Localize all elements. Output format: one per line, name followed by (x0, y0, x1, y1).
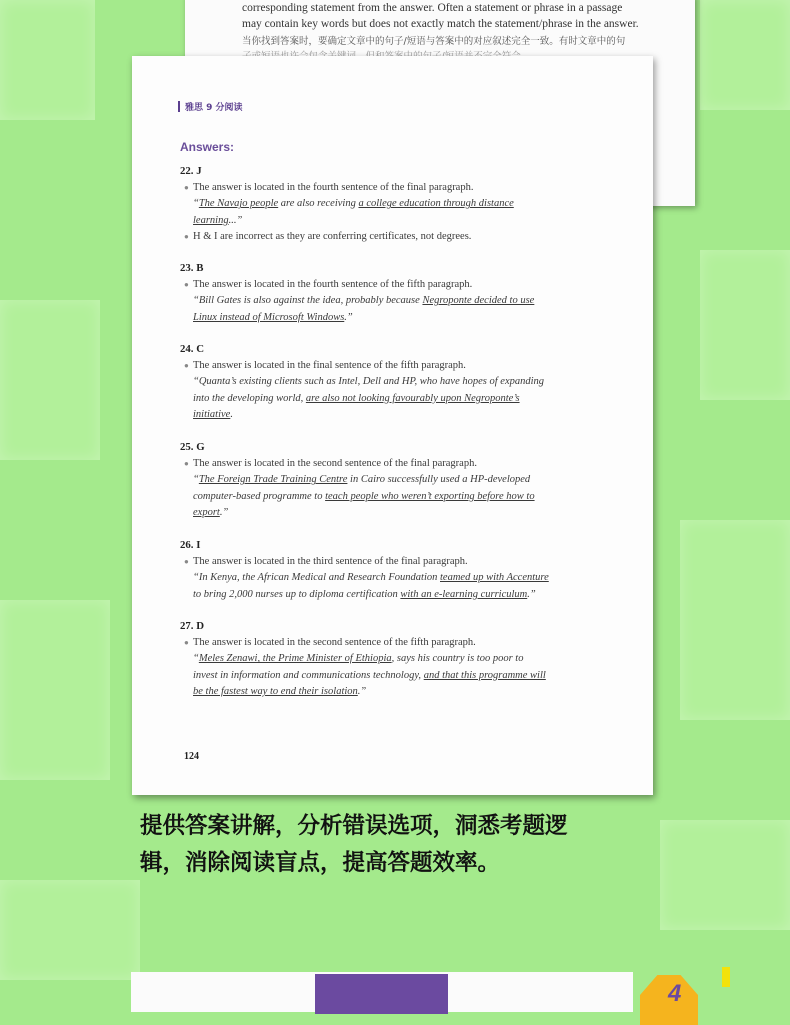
quote-text: .” (344, 311, 353, 323)
explanation-text: The answer is located in the fourth sentence of the final paragraph. (193, 182, 474, 193)
quote-underline: learning (193, 214, 229, 226)
bullet-icon: ● (184, 280, 189, 289)
quote-text: are also receiving (278, 198, 359, 210)
answer-24 (180, 342, 620, 423)
quote-underline: teamed up with Accenture (440, 572, 549, 584)
answer-quote (180, 651, 620, 700)
quote-text: “ (193, 653, 199, 665)
page-number: 124 (184, 751, 199, 762)
back-cn-line-2 (242, 49, 662, 54)
quote-text: .” (527, 588, 536, 600)
quote-underline: The Navajo people (198, 198, 279, 210)
answer-27 (180, 619, 620, 700)
quote-text: “Quanta’s existing clients such as Intel, Dell and HP, who have hopes of expanding (193, 376, 545, 388)
accent-tick (722, 967, 730, 987)
quote-underline: with an e-learning curriculum (400, 588, 528, 600)
bullet-icon: ● (184, 459, 189, 468)
answers-page (132, 56, 653, 795)
answer-quote (180, 472, 620, 521)
quote-text: to bring 2,000 nurses up to diploma certification (193, 588, 401, 600)
answer-number: 27. D (180, 620, 204, 632)
note-text: H & I are incorrect as they are conferring certificates, not degrees. (193, 230, 472, 242)
bullet-icon: ● (184, 557, 189, 566)
back-line-2: may contain key words but does not exactly match the statement/phrase in the answer. (242, 18, 639, 30)
quote-text: “In Kenya, the African Medical and Research Foundation (193, 572, 440, 584)
quote-text: ...” (228, 214, 243, 226)
running-head (178, 100, 243, 113)
answer-number: 26. I (180, 539, 201, 551)
answer-note (180, 229, 620, 245)
quote-text: . (230, 408, 233, 420)
next-section-card (131, 972, 633, 1012)
answers-title: Answers: (180, 140, 235, 154)
section-header-tab (315, 974, 448, 1014)
explanation-text: The answer is located in the second sentence of the fifth paragraph. (193, 637, 476, 648)
back-cn-line-1: 当你找到答案时，要确定文章中的句子/短语与答案中的对应叙述完全一致。有时文章中的句 (242, 36, 626, 47)
quote-text: computer-based programme to (193, 490, 326, 502)
badge-number: 4 (668, 980, 682, 1007)
promo-caption (140, 808, 680, 882)
quote-underline: Meles Zenawi, the Prime Minister of Ethiopia (198, 653, 392, 665)
quote-text: in Cairo successfully used a HP-developed (347, 474, 531, 486)
answer-explanation (180, 456, 620, 472)
answer-explanation (180, 277, 620, 293)
quote-text: “ (193, 474, 199, 486)
answer-explanation (180, 635, 620, 651)
explanation-text: The answer is located in the fourth sentence of the fifth paragraph. (193, 279, 473, 290)
answer-number: 23. B (180, 262, 204, 274)
quote-underline: and that this programme will (423, 669, 546, 681)
back-page-text (242, 0, 652, 32)
quote-underline: Linux instead of Microsoft Windows (193, 311, 345, 323)
explanation-text: The answer is located in the third sentence of the final paragraph. (193, 556, 468, 567)
quote-text: “ (193, 198, 199, 210)
caption-line-1: 提供答案讲解，分析错误选项，洞悉考题逻 (140, 813, 568, 839)
answer-number: 24. C (180, 343, 204, 355)
quote-underline: export (193, 506, 220, 518)
quote-underline: initiative (193, 408, 231, 420)
explanation-text: The answer is located in the second sentence of the final paragraph. (193, 458, 477, 469)
quote-underline: teach people who weren’t exporting before how to (325, 490, 535, 502)
running-head-text: 雅思 9 分阅读 (185, 103, 243, 113)
answer-quote (180, 293, 620, 326)
quote-text: invest in information and communications technology, (193, 669, 424, 681)
quote-text: , says his country is too poor to (391, 653, 524, 665)
answer-quote (180, 374, 620, 423)
answer-explanation (180, 358, 620, 374)
running-head-bar (178, 101, 180, 112)
answer-26 (180, 538, 620, 603)
quote-underline: be the fastest way to end their isolation (193, 685, 358, 697)
answer-25 (180, 440, 620, 521)
quote-text: “Bill Gates is also against the idea, probably because (193, 295, 423, 307)
quote-underline: a college education through distance (358, 198, 514, 210)
bullet-icon: ● (184, 183, 189, 192)
bullet-icon: ● (184, 638, 189, 647)
answer-22 (180, 164, 620, 245)
back-line-1: corresponding statement from the answer. Often a statement or phrase in a passage (242, 2, 623, 14)
answer-23 (180, 261, 620, 326)
quote-text: into the developing world, (193, 392, 306, 404)
explanation-text: The answer is located in the final sentence of the fifth paragraph. (193, 360, 466, 371)
answer-quote (180, 570, 620, 603)
answer-number: 25. G (180, 441, 205, 453)
answer-number: 22. J (180, 165, 202, 177)
quote-underline: are also not looking favourably upon Negroponte’s (305, 392, 520, 404)
caption-line-2: 辑，消除阅读盲点，提高答题效率。 (140, 850, 501, 876)
bullet-icon: ● (184, 361, 189, 370)
answer-quote (180, 196, 620, 229)
quote-text: .” (357, 685, 367, 697)
quote-underline: Negroponte decided to use (422, 295, 535, 307)
answer-explanation (180, 180, 620, 196)
answer-explanation (180, 554, 620, 570)
quote-text: .” (219, 506, 229, 518)
bullet-icon: ● (184, 231, 189, 241)
quote-underline: The Foreign Trade Training Centre (198, 474, 348, 486)
